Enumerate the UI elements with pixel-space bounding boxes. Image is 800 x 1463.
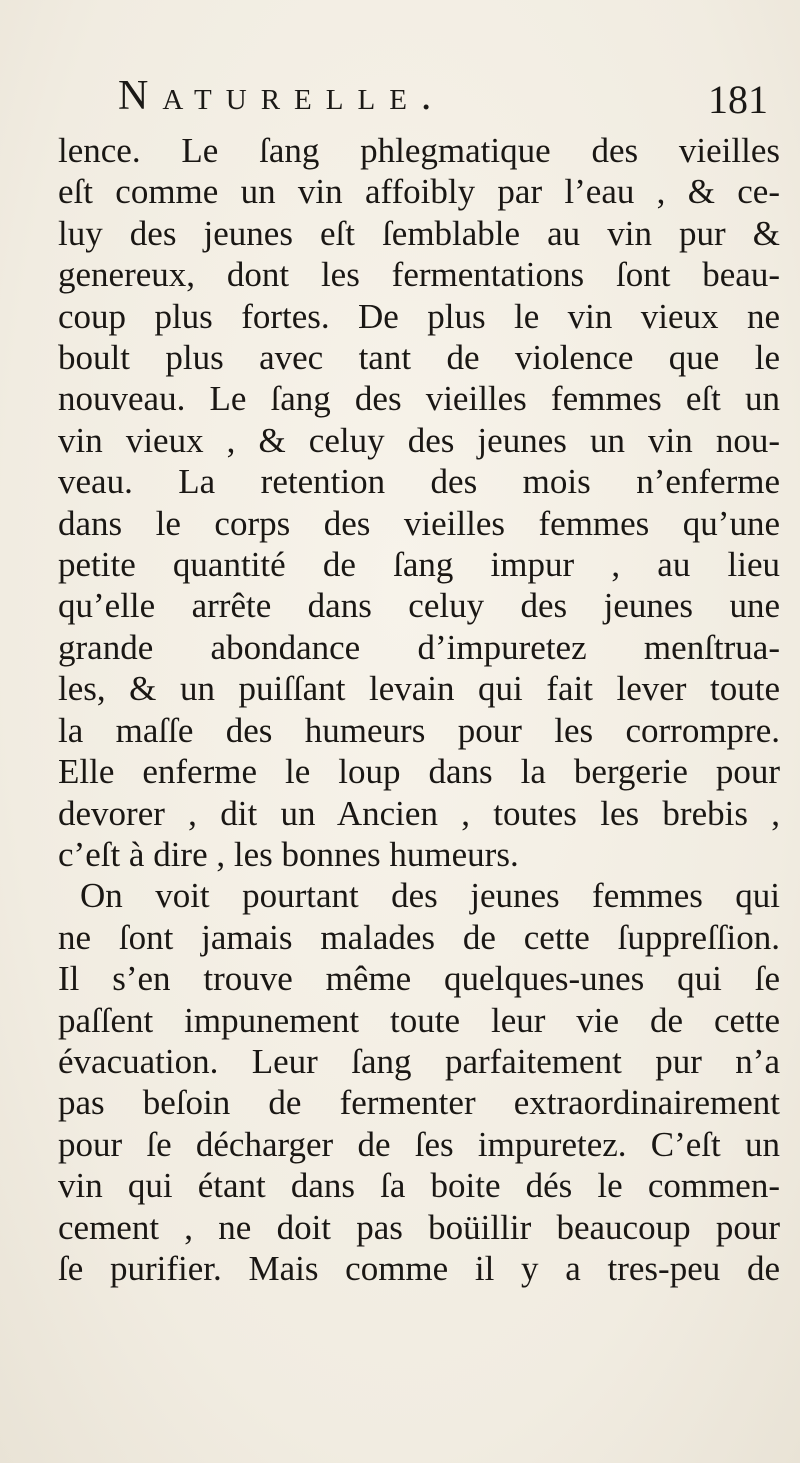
text-line: pour ſe décharger de ſes impuretez. C’eſt un <box>58 1124 780 1164</box>
text-line: c’eſt à dire , les bonnes humeurs. <box>58 834 519 874</box>
text-line: vin vieux , & celuy des jeunes un vin nou- <box>58 420 780 460</box>
text-line: genereux, dont les fermentations ſont beau- <box>58 255 780 295</box>
text-line: boult plus avec tant de violence que le <box>58 338 780 378</box>
text-line: eſt comme un vin affoibly par l’eau , & ce- <box>58 172 780 212</box>
text-line: les, & un puiſſant levain qui fait lever toute <box>58 669 780 709</box>
text-line: la maſſe des humeurs pour les corrompre. <box>58 710 780 750</box>
text-line: On voit pourtant des jeunes femmes qui <box>80 876 780 916</box>
body-text <box>58 130 780 1289</box>
text-line: vin qui étant dans ſa boite dés le commen- <box>58 1166 780 1206</box>
text-line: paſſent impunement toute leur vie de cette <box>58 1000 780 1040</box>
page-number: 181 <box>708 77 768 122</box>
text-line: Il s’en trouve même quelques-unes qui ſe <box>58 959 780 999</box>
text-line: grande abondance d’impuretez menſtrua- <box>58 627 780 667</box>
text-line: lence. Le ſang phlegmatique des vieilles <box>58 131 780 170</box>
running-head <box>118 72 778 132</box>
text-line: dans le corps des vieilles femmes qu’une <box>58 503 780 543</box>
text-line: luy des jeunes eſt ſemblable au vin pur & <box>58 213 780 253</box>
text-line: Elle enferme le loup dans la bergerie pour <box>58 752 780 792</box>
text-line: évacuation. Leur ſang parfaitement pur n’a <box>58 1041 780 1081</box>
text-line: veau. La retention des mois n’enferme <box>58 462 780 502</box>
text-line: nouveau. Le ſang des vieilles femmes eſt un <box>58 379 780 419</box>
text-line: qu’elle arrête dans celuy des jeunes une <box>58 586 780 626</box>
text-line: petite quantité de ſang impur , au lieu <box>58 545 780 585</box>
text-line: coup plus fortes. De plus le vin vieux ne <box>58 296 780 336</box>
text-line: pas beſoin de fermenter extraordinairement <box>58 1083 780 1123</box>
text-line: devorer , dit un Ancien , toutes les brebis , <box>58 793 780 833</box>
running-title: Naturelle. <box>118 73 446 119</box>
text-line: cement , ne doit pas boüillir beaucoup pour <box>58 1207 780 1247</box>
text-line: ſe purifier. Mais comme il y a tres-peu de <box>58 1248 780 1288</box>
text-line: ne ſont jamais malades de cette ſuppreſſion. <box>58 917 780 957</box>
